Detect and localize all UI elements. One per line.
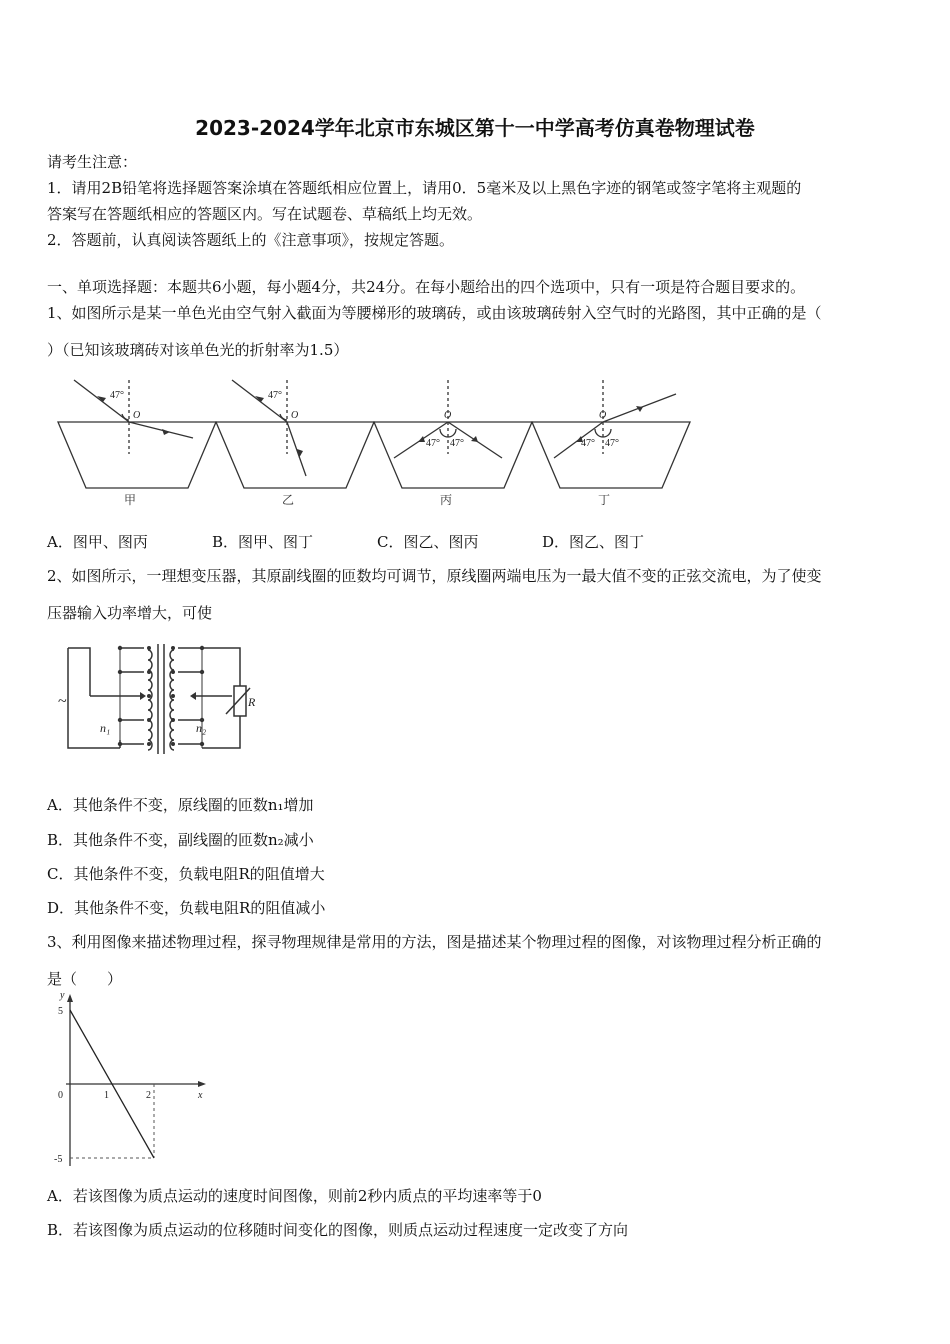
page-title: 2023-2024学年北京市东城区第十一中学高考仿真卷物理试卷 [195,116,755,140]
angle-label-yi: 47° [268,390,282,401]
q1-option-c: C．图乙、图丙 [377,533,479,551]
incident-ray-yi [232,380,287,422]
point-label-ding: O [599,410,607,421]
q3-option-a: A．若该图像为质点运动的速度时间图像，则前2秒内质点的平均速率等于0 [47,1187,542,1205]
q1-stem-line-1: 1、如图所示是某一单色光由空气射入截面为等腰梯形的玻璃砖，或由该玻璃砖射入空气时的光路图，其中正确的是（ [47,304,822,322]
caption-jia: 甲 [123,493,137,507]
point-label-jia: O [133,410,141,421]
incident-ray-jia [74,380,129,422]
x-axis-arrow [198,1081,206,1087]
q2-option-c: C．其他条件不变，负载电阻R的阻值增大 [47,865,325,883]
y-axis-arrow [67,994,73,1002]
q2-stem-line-1: 2、如图所示，一理想变压器，其原副线圈的匝数均可调节，原线圈两端电压为一最大值不变的正弦交流电，为了使变 [47,567,822,585]
angle-label-ding-right: 47° [605,438,619,449]
q2-transformer-figure [56,636,256,766]
y-tick-5: 5 [58,1006,63,1017]
notice-line-3: 2．答题前，认真阅读答题纸上的《注意事项》，按规定答题。 [47,231,455,249]
q2-option-a: A．其他条件不变，原线圈的匝数n₁增加 [47,796,314,814]
y-axis-label: y [60,990,65,1001]
x-tick-1: 1 [104,1090,109,1101]
q2-option-b: B．其他条件不变，副线圈的匝数n₂减小 [47,831,314,849]
trapezoid-jia [58,422,216,488]
notice-line-2: 答案写在答题纸相应的答题区内。写在试题卷、草稿纸上均无效。 [47,205,483,223]
secondary-coil [170,650,174,750]
angle-label-bing-right: 47° [450,438,464,449]
x-axis-label: x [198,1090,203,1101]
ac-source-symbol: ~ [58,693,67,710]
section-heading: 一、单项选择题：本题共6小题，每小题4分，共24分。在每小题给出的四个选项中，只有一项是符合题目要求的。 [47,278,806,296]
label-n2: n₂ [196,721,207,735]
caption-bing: 丙 [439,493,453,507]
q3-stem-line-1: 3、利用图像来描述物理过程，探寻物理规律是常用的方法，图是描述某个物理过程的图像，对该物理过程分析正确的 [47,933,822,951]
angle-label-bing-left: 47° [426,438,440,449]
label-n1: n₁ [100,721,111,735]
notice-heading: 请考生注意： [47,153,138,171]
trapezoid-yi [216,422,374,488]
q3-stem-line-2: 是（ ） [47,970,123,988]
caption-ding: 丁 [597,493,611,507]
q1-option-b: B．图甲、图丁 [212,533,314,551]
q1-stem-line-2: ）（已知该玻璃砖对该单色光的折射率为1.5） [47,341,349,359]
angle-label-jia: 47° [110,390,124,401]
x-tick-0: 0 [58,1090,63,1101]
q1-optics-figure [50,372,690,512]
refracted-ray-jia [129,422,193,438]
q1-option-d: D．图乙、图丁 [542,533,645,551]
q3-option-b: B．若该图像为质点运动的位移随时间变化的图像，则质点运动过程速度一定改变了方向 [47,1221,629,1239]
caption-yi: 乙 [281,493,295,507]
q2-option-d: D．其他条件不变，负载电阻R的阻值减小 [47,899,326,917]
point-label-yi: O [291,410,299,421]
q3-graph [50,990,203,1165]
label-r: R [248,695,256,709]
resistor-r [234,686,246,716]
angle-label-ding-left: 47° [581,438,595,449]
refracted-ray-yi [287,422,306,476]
primary-coil [148,650,152,750]
q1-option-a: A．图甲、图丙 [47,533,148,551]
y-tick-neg5: -5 [54,1154,63,1165]
x-tick-2: 2 [146,1090,151,1101]
notice-line-1: 1．请用2B铅笔将选择题答案涂填在答题纸相应位置上，请用0．5毫米及以上黑色字迹的钢笔或签字笔将主观题的 [47,179,802,197]
point-label-bing: O [444,410,452,421]
q2-stem-line-2: 压器输入功率增大，可使 [47,604,213,622]
